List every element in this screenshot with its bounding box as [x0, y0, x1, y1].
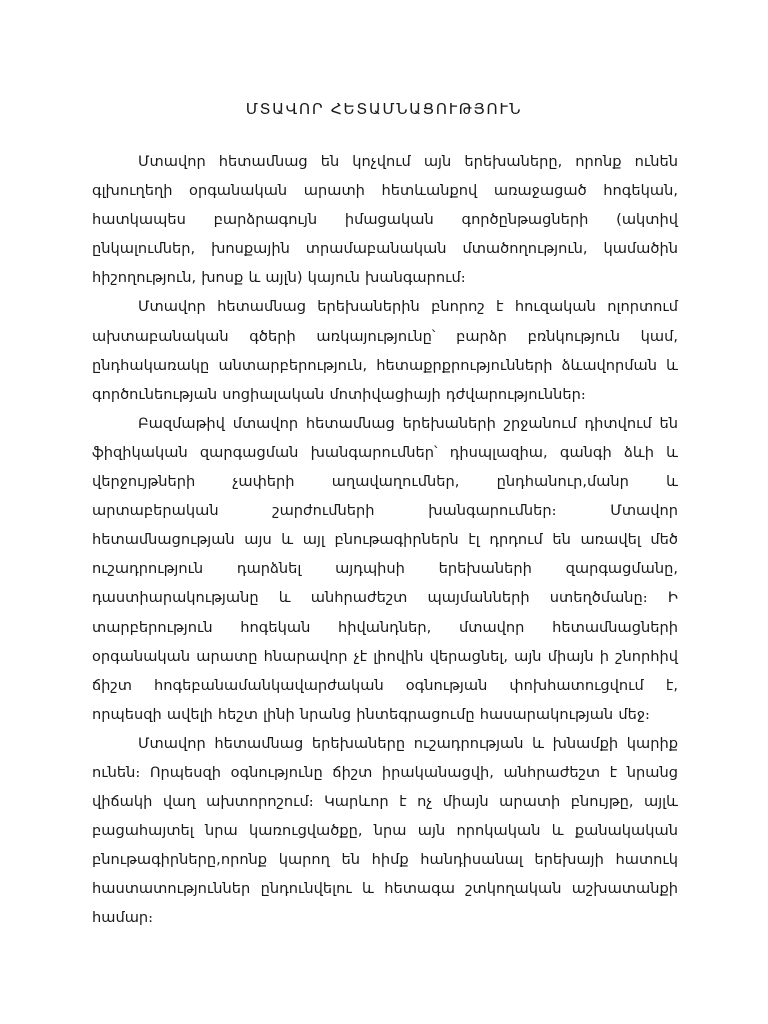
document-title: ՄՏԱՎՈՐ ՀԵՏԱՄՆԱՑՈՒԹՅՈՒՆ [245, 100, 523, 119]
paragraph-emotional-sphere: Մտավոր հետամնաց երեխաներին բնորոշ է հուզական ոլորտում ախտաբանական գծերի առկայությունը՝ բարձր բռնկություն կամ, ընդհակառակը անտարբերություն, հետաքրքրությունների ձևավորման և գործունեության սոցիալական մոտիվացիայի դժվարություններ։ [92, 298, 678, 403]
paragraph-physical-development: Բազմաթիվ մտավոր հետամնաց երեխաների շրջանում դիտվում են ֆիզիկական զարգացման խանգարումներ՝ դիսպլազիա, գանգի ձևի և վերջույթների չափերի աղավաղումներ, ընդհանուր,մանր և արտաբերական շարժումների խանգարումներ։ Մտավոր հետամնացության այս և այլ բնութագիրներն էլ դրդում են առավել մեծ ուշադրություն դարձնել այդպիսի երեխաների զարգացմանը, դաստիարակությանը և անհրաժեշտ պայմանների ստեղծմանը։ Ի տարբերություն հոգեկան հիվանդներ, մտավոր հետամնացների օրգանական արատը հնարավոր չէ լիովին վերացնել, այն միայն ի շնորհիվ ճիշտ հոգեբանամանկավարժական օգնության փոխհատուցվում է, որպեսզի ավելի հեշտ լինի նրանց ինտեգրացումը հասարակության մեջ։ [92, 414, 678, 723]
paragraph-diagnosis: Մտավոր հետամնաց երեխաները ուշադրության և խնամքի կարիք ունեն։ Որպեսզի օգնությունը ճիշտ իրականացվի, անհրաժեշտ է նրանց վիճակի վաղ ախտորոշում։ Կարևոր է ոչ միայն արատի բնույթը, այլև բացահայտել նրա կառուցվածքը, նրա այն որոկական և քանակական բնութագիրները,որոնք կարող են հիմք հանդիսանալ երեխայի հատուկ հաստատություններ ընդունվելու և հետագա շտկողական աշխատանքի համար։ [92, 734, 678, 927]
document-body [92, 147, 678, 933]
paragraph-definition: Մտավոր հետամնաց են կոչվում այն երեխաները, որոնք ունեն գլխուղեղի օրգանական արատի հետևանքով առաջացած հոգեկան, հատկապես բարձրագույն իմացական գործընթացների (ակտիվ ընկալումներ, խոսքային տրամաբանական մտածողություն, կամածին հիշողություն, խոսք և այլն) կայուն խանգարում։ [92, 153, 678, 287]
